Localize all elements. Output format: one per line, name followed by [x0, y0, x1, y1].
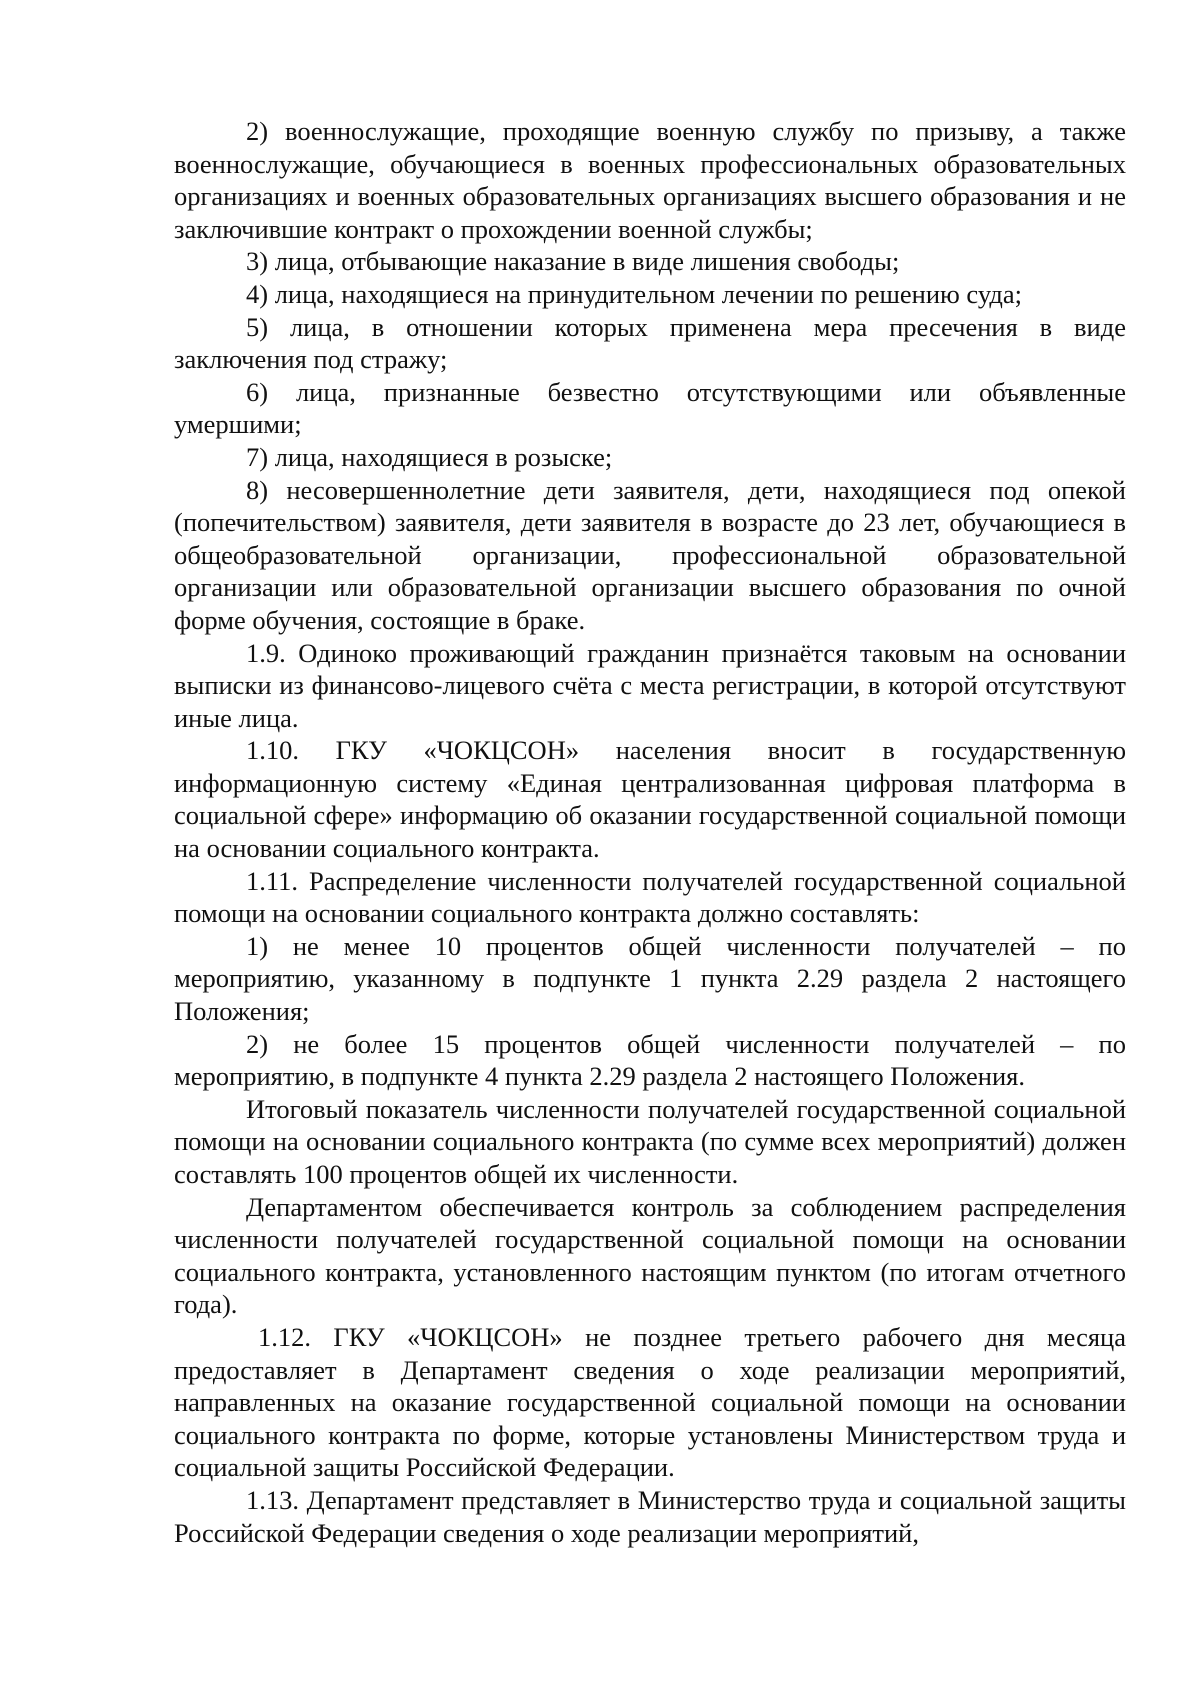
clause-1-11-item-1: 1) не менее 10 процентов общей численности получателей – по мероприятию, указанному в подпункте 1 пункта 2.29 раздела 2 настоящего Положения;	[174, 930, 1126, 1027]
list-item-7: 7) лица, находящиеся в розыске;	[246, 441, 613, 472]
clause-1-10: 1.10. ГКУ «ЧОКЦСОН» населения вносит в государственную информационную систему «Единая централизованная цифровая платформа в социальной сфере» информацию об оказании государственной социальной помощи на основании социального контракта.	[174, 735, 1126, 864]
list-item-8: 8) несовершеннолетние дети заявителя, дети, находящиеся под опекой (попечительством) заявителя, дети заявителя в возрасте до 23 лет, обучающиеся в общеобразовательной организации, профессиональной образовательной организации или образовательной организации высшего образования по очной форме обучения, состоящие в браке.	[174, 474, 1126, 635]
list-item-6: 6) лица, признанные безвестно отсутствующими или объявленные умершими;	[174, 376, 1126, 440]
clause-1-11-total: Итоговый показатель численности получателей государственной социальной помощи на основании социального контракта (по сумме всех мероприятий) должен составлять 100 процентов общей их численности.	[174, 1093, 1126, 1189]
clause-1-12: 1.12. ГКУ «ЧОКЦСОН» не позднее третьего рабочего дня месяца предоставляет в Департамент сведения о ходе реализации мероприятий, направленных на оказание государственной социальной помощи на основании социального контракта по форме, которые установлены Министерством труда и социальной защиты Российской Федерации.	[174, 1321, 1126, 1483]
list-item-4: 4) лица, находящиеся на принудительном лечении по решению суда;	[246, 278, 1023, 309]
clause-1-11-item-2: 2) не более 15 процентов общей численности получателей – по мероприятию, в подпункте 4 пункта 2.29 раздела 2 настоящего Положения.	[174, 1028, 1126, 1092]
list-item-3: 3) лица, отбывающие наказание в виде лишения свободы;	[246, 246, 900, 277]
clause-1-11-control: Департаментом обеспечивается контроль за соблюдением распределения численности получателей государственной социальной помощи на основании социального контракта, установленного настоящим пунктом (по итогам отчетного года).	[174, 1191, 1126, 1320]
document-page	[174, 115, 1126, 1549]
clause-1-11: 1.11. Распределение численности получателей государственной социальной помощи на основании социального контракта должно составлять:	[174, 865, 1126, 929]
list-item-5: 5) лица, в отношении которых применена мера пресечения в виде заключения под стражу;	[174, 311, 1126, 375]
list-item-2: 2) военнослужащие, проходящие военную службу по призыву, а также военнослужащие, обучающиеся в военных профессиональных образовательных организациях и военных образовательных организациях высшего образования и не заключившие контракт о прохождении военной службы;	[174, 116, 1126, 244]
clause-1-13: 1.13. Департамент представляет в Министерство труда и социальной защиты Российской Федерации сведения о ходе реализации мероприятий,	[174, 1484, 1126, 1548]
clause-1-9: 1.9. Одиноко проживающий гражданин признаётся таковым на основании выписки из финансово-лицевого счёта с места регистрации, в которой отсутствуют иные лица.	[174, 637, 1126, 733]
